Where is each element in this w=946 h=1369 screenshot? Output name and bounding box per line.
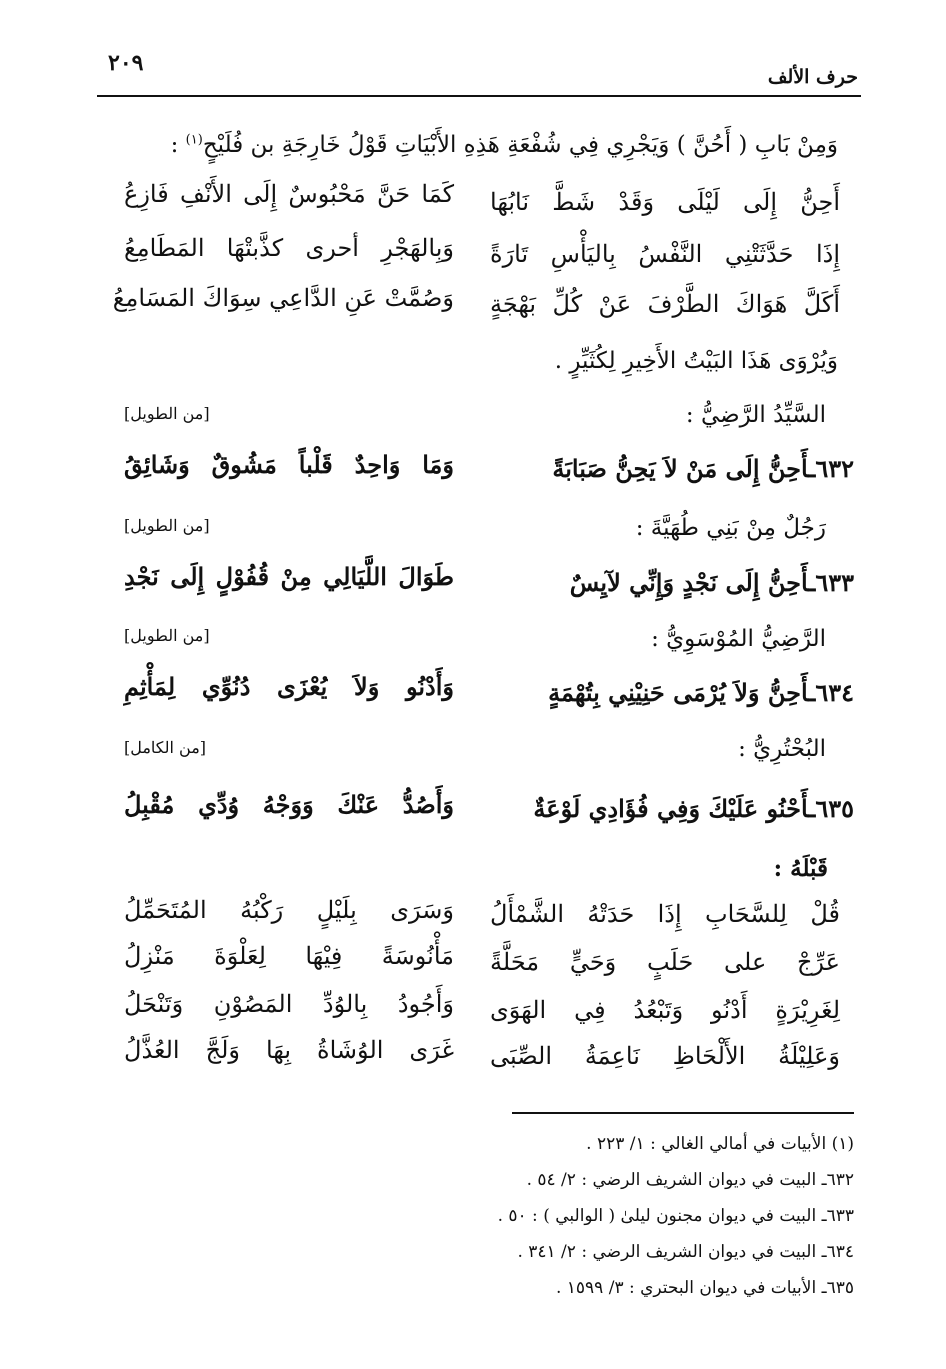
intro-colon: : [170, 132, 179, 158]
verse-right-text: أَحِنُّ إِلَى نَجْدٍ وَإِنِّي لآيِسٌ [569, 568, 809, 597]
verse-right-text: أَحِنُّ إِلَى مَنْ لاَ يَحِنُّ صَبَابَةً [552, 454, 809, 483]
verse-right-text: أَحْنُو عَلَيْكَ وَفِي فُؤَادِي لَوْعَةٌ [533, 794, 809, 823]
poet-name: السَّيِّدُ الرَّضِيُّ : [685, 402, 826, 428]
verse-left: وَمَا وَاحِدٌ قَلْباً مَشُوقٌ وَشَائِقُ [124, 450, 454, 479]
verse-right: لِغَرِيْرَةٍ أَدْنُو وَتَبْعُدُ فِي الهَوَى [490, 996, 840, 1024]
verse-right [490, 568, 854, 597]
verse-right: أَكَلَّ هَوَاكَ الطَّرْفَ عَنْ كُلِّ بَهْجَةٍ [490, 290, 840, 318]
footnote: ٦٣٤ـ البيت في ديوان الشريف الرضي : ٢/ ٣٤١ . [517, 1242, 854, 1262]
intro-line [171, 132, 838, 158]
verse-right: قُلْ لِلسَّحَابِ إِذَا حَدَتْهُ الشَّمْأَلُ [490, 900, 840, 928]
meter-label: [من الطويل] [124, 516, 210, 535]
verse-left: وَصُمَّتْ عَنِ الدَّاعِي سِوَاكَ المَسَامِعُ [112, 284, 454, 312]
verse-right [490, 454, 854, 483]
page-number: ٢٠٩ [108, 50, 144, 76]
verse-left: كَمَا حَنَّ مَحْبُوسٌ إِلَى الأَنْفِ فَازِعُ [124, 180, 454, 208]
verse-right: إِذَا حَدَّثَتْنِي النَّفْسُ بِاليَأْسِ تَارَةً [490, 240, 840, 268]
footnote-rule [512, 1112, 854, 1114]
verse-right-text: أَحِنُّ وَلاَ يُرْمَى حَنِيْنِي بِتُهْمَةٍ [548, 678, 809, 707]
footnote: ٦٣٣ـ البيت في ديوان مجنون ليلىٰ ( الوالبي ) : ٥٠ . [497, 1206, 854, 1226]
verse-number: ٦٣٢ـ [808, 454, 854, 483]
chapter-title: حرف الألف [767, 66, 858, 88]
verse-right [490, 678, 854, 707]
poet-name: البُحْتُرِيُّ : [738, 736, 826, 762]
verse-right: أَحِنُّ إِلَى لَيْلَى وَقَدْ شَطَّ نَابُهَا [490, 188, 840, 216]
meter-label: [من الكامل] [124, 738, 207, 757]
verse-number: ٦٣٣ـ [808, 568, 854, 597]
verse-number: ٦٣٥ـ [808, 794, 854, 823]
meter-label: [من الطويل] [124, 404, 210, 423]
verse-left: مَأْنُوسَةً فِيْهَا لِعَلْوَةَ مَنْزِلُ [124, 942, 454, 970]
footnote: ٦٣٢ـ البيت في ديوان الشريف الرضي : ٢/ ٥٤ . [526, 1170, 854, 1190]
verse-left: غَرَى الوُشَاةُ بِهَا وَلَجَّ العُذَّلُ [124, 1036, 454, 1064]
attribution-note: وَيُرْوَى هَذَا البَيْتُ الأَخِيرِ لِكُثَيِّرٍ . [554, 348, 838, 374]
intro-text: وَمِنْ بَابِ ( أَحُنَّ ) وَيَجْرِي فِي شُفْعَةِ هَذِهِ الأَبْيَاتِ قَوْلُ خَارِجَةِ بن فُلَيْحٍ [202, 132, 838, 158]
verse-left: وَأَدْنُو وَلاَ يُعْزَى دُنُوِّي لِمَأْثِمِ [124, 672, 454, 701]
verse-left: وَأَجُودُ بِالوُدِّ المَصُوْنِ وَتَنْحَلُ [124, 990, 454, 1018]
verse-number: ٦٣٤ـ [808, 678, 854, 707]
verse-left: وَبِالهَجْرِ أحرى كذَّبتْهَا المَطَامِعُ [124, 234, 454, 262]
footnote-ref: (١) [185, 132, 203, 148]
qablahu-label: قَبْلَهُ : [773, 855, 828, 882]
verse-right: عَرِّجْ على حَلَبٍ وَحَيٍّ مَحَلَّةً [490, 948, 840, 976]
verse-left: وَسَرَى بِلَيْلٍ رَكْبُهُ المُتَحَمِّلُ [124, 896, 454, 924]
header-rule [97, 95, 861, 97]
meter-label: [من الطويل] [124, 626, 210, 645]
verse-right [490, 794, 854, 823]
verse-left: وَأَصُدُّ عَنْكَ وَوَجْهُ وُدِّي مُقْبِلُ [124, 790, 454, 819]
verse-left: طَوَالَ اللَّيَالِي مِنْ قُفُوْلٍ إِلَى نَجْدِ [124, 562, 454, 591]
footnote: ٦٣٥ـ الأبيات في ديوان البحتري : ٣/ ١٥٩٩ . [555, 1278, 854, 1298]
verse-right: وَعَلِيْلَةُ الأَلْحَاظِ نَاعِمَةُ الصِّبَى [490, 1042, 840, 1070]
poet-name: رَجُلٌ مِنْ بَنِي طُهَيَّةَ : [635, 515, 826, 541]
footnote: (١) الأبيات في أمالي الغالي : ١/ ٢٢٣ . [586, 1134, 854, 1154]
poet-name: الرَّضِيُّ المُوْسَوِيُّ : [651, 626, 826, 652]
